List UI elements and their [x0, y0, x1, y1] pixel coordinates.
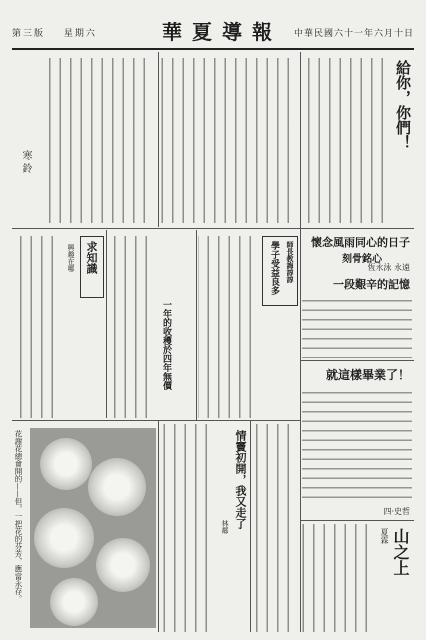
article-nostalgia-body: [302, 292, 412, 358]
subhead-seeking: 興趣在哪: [67, 244, 75, 272]
headline-seeking: 求知識: [85, 241, 98, 274]
article-teacher-body: [198, 236, 260, 418]
column-rule: [300, 52, 301, 632]
article-love-body-2: [160, 424, 216, 632]
headline-mountain: 山之上: [391, 528, 410, 576]
headline-nostalgia: 懷念風雨同心的日子: [311, 236, 410, 249]
headline-one-year: 一段艱辛的記憶: [333, 278, 410, 291]
article-graduation-body: [302, 384, 412, 504]
column-rule: [158, 52, 159, 227]
flower-blossom: [34, 508, 94, 568]
headline-graduation: 就這樣畢業了！: [325, 368, 410, 382]
flower-blossom: [40, 438, 92, 490]
article-seeking-body: [14, 236, 62, 418]
flower-blossom: [88, 458, 146, 516]
flower-blossom: [50, 578, 98, 626]
author-seeking: 寒鈴: [20, 150, 31, 176]
flower-photo: [30, 428, 156, 628]
subhead-nostalgia: 刻骨銘心: [342, 254, 382, 265]
masthead: 華夏導報: [162, 20, 282, 44]
photo-caption: 花謝花總會開的——但，一把花的芬芳，應當永存。: [14, 430, 23, 603]
column-rule: [106, 230, 107, 418]
byline-love: 林鄰: [221, 520, 229, 534]
headline-love: 情竇初開，我又走了: [234, 430, 247, 529]
headline-give-you: 給你，你們！: [394, 60, 412, 150]
section-rule: [300, 228, 414, 229]
byline-nostalgia: 恆永泳 永遠: [367, 263, 410, 272]
column-rule: [250, 420, 251, 632]
article-love-body: [252, 424, 298, 632]
article-gains-body: [110, 236, 156, 418]
header-left: [12, 26, 111, 39]
weekday: 星期六: [63, 29, 97, 39]
column-rule: [158, 420, 159, 632]
flower-blossom: [96, 538, 150, 592]
column-rule: [196, 230, 197, 420]
section-rule: [300, 360, 414, 361]
headline-teacher: 學子受益良多: [269, 241, 279, 295]
issue-date: 中華民國六十一年六月十日: [293, 29, 414, 39]
article-give-you-body: [302, 58, 392, 223]
byline-graduation: 四·史哲: [383, 507, 410, 516]
headline-gains: 一年的收穫於四年無價: [161, 300, 171, 390]
byline-mountain: 夏霖: [380, 528, 389, 544]
article-upper-left-body: [40, 58, 154, 223]
kicker-teacher: 師長教誨諄諄: [286, 241, 295, 283]
headline-box-teacher: [262, 236, 298, 306]
article-mountain-body: [302, 524, 376, 632]
page-number: 第三版: [12, 29, 46, 39]
headline-box-seeking: [80, 236, 104, 298]
page-header: [12, 14, 414, 50]
section-rule: [12, 420, 300, 421]
section-rule: [300, 520, 414, 521]
article-upper-middle-body: [160, 58, 298, 223]
